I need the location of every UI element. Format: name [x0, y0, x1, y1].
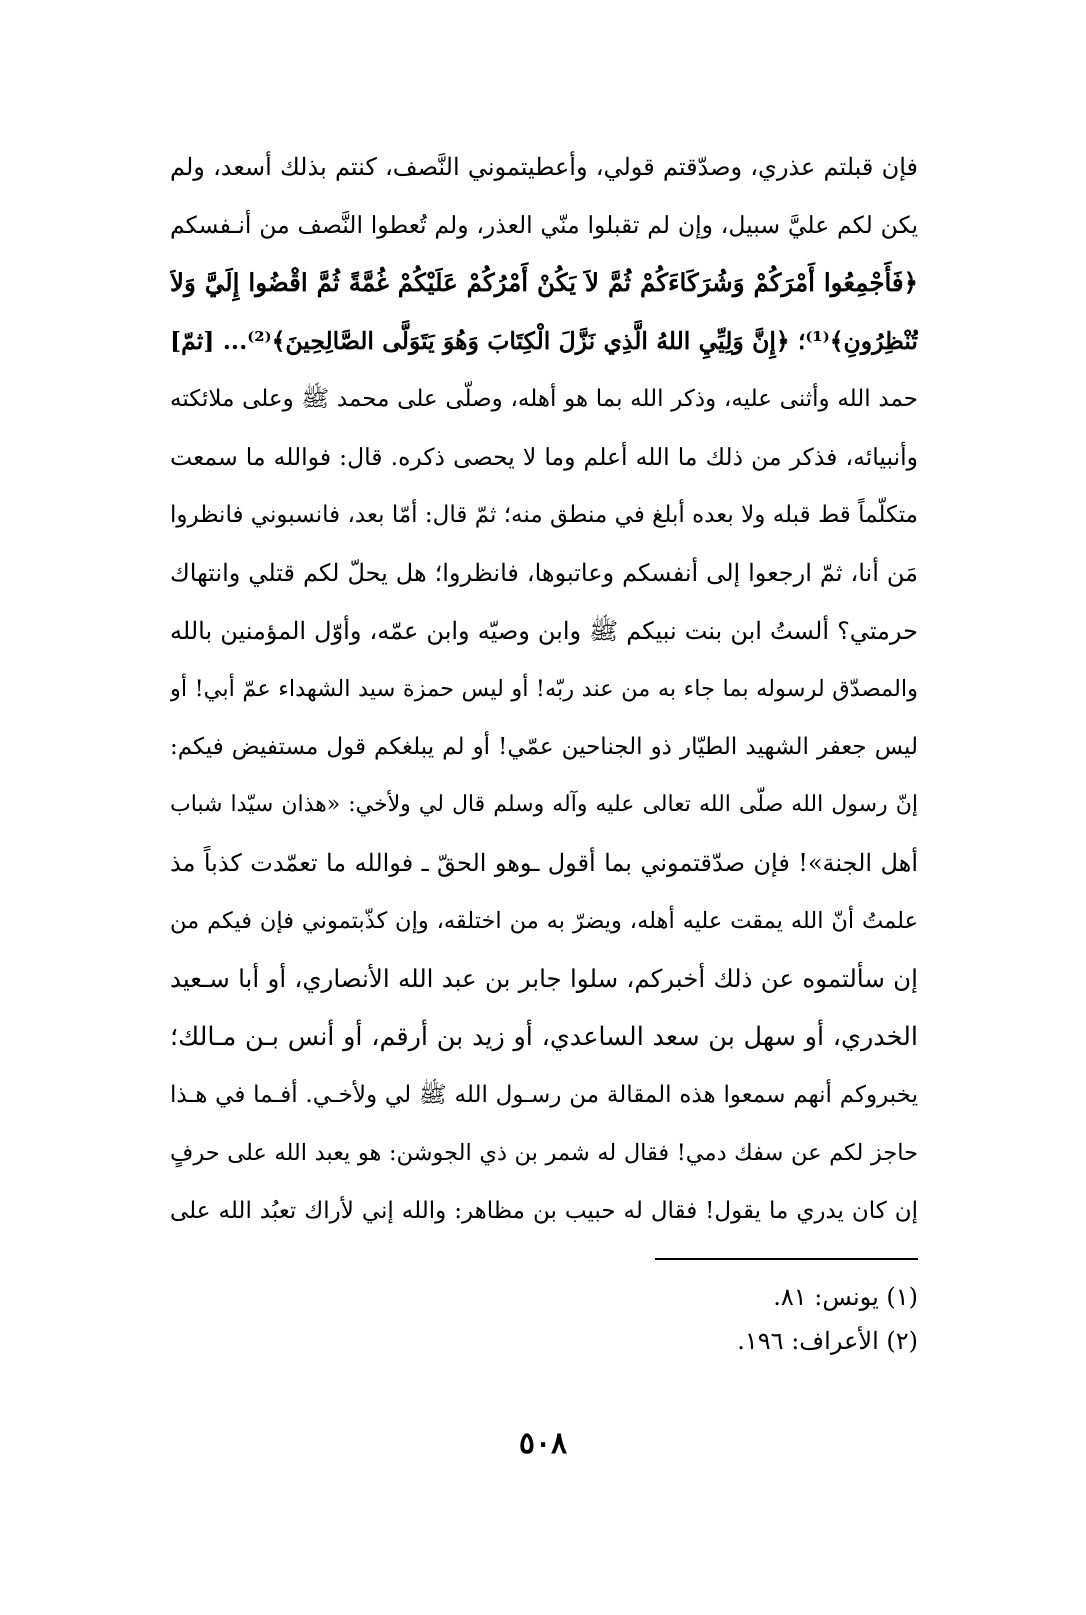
text-line: أهل الجنة»! فإن صدّقتموني بما أقول ـوهو الحقّ ـ فوالله ما تعمّدت كذباً مذ [170, 849, 918, 877]
text-line: والمصدّق لرسوله بما جاء به من عند ربّه! أو ليس حمزة سيد الشهداء عمّ أبي! أو [170, 676, 918, 702]
text-line: علمتُ أنّ الله يمقت عليه أهله، ويضرّ به من اختلقه، وإن كذّبتموني فإن فيكم من [170, 908, 918, 934]
text-line: إنّ رسول الله صلّى الله تعالى عليه وآله وسلم قال لي ولأخي: «هذان سيّدا شباب [170, 792, 918, 817]
text-line: إن كان يدري ما يقول! فقال له حبيب بن مظاهر: والله إني لأراك تعبُد الله على [170, 1198, 918, 1224]
text-line: حرمتي؟ ألستُ ابن بنت نبيكم ﷺ وابن وصيّه وابن عمّه، وأوّل المؤمنين بالله [170, 617, 918, 645]
page-number: ٥٠٨ [518, 1426, 568, 1461]
text-line: الخدري، أو سهل بن سعد الساعدي، أو زيد بن أرقم، أو أنس بـن مـالك؛ [170, 1022, 918, 1052]
quran-verse-line: تُنْظِرُونِ﴾⁽¹⁾؛ ﴿إِنَّ وَلِيِّيِ اللهُ الَّذِي نَزَّلَ الْكِتَابَ وَهُوَ يَتَوَلَّى الصَّالِحِينَ﴾⁽²⁾... [ثمّ] [170, 327, 918, 355]
quran-verse-line: ﴿فَأَجْمِعُوا أَمْرَكُمْ وَشُرَكَاءَكُمْ ثُمَّ لاَ يَكُنْ أَمْرُكُمْ عَلَيْكُمْ غُمَّةً ثُمَّ اقْضُوا إِلَيَّ وَلاَ [170, 268, 918, 297]
text-line: ليس جعفر الشهيد الطيّار ذو الجناحين عمّي! أو لم يبلغكم قول مستفيض فيكم: [170, 734, 918, 760]
text-line: مَن أنا، ثمّ ارجعوا إلى أنفسكم وعاتبوها، فانظروا؛ هل يحلّ لكم قتلي وانتهاك [170, 559, 918, 587]
text-line: فإن قبلتم عذري، وصدّقتم قولي، وأعطيتموني النَّصف، كنتم بذلك أسعد، ولم [170, 153, 918, 181]
text-line: متكلّماً قط قبله ولا بعده أبلغ في منطق منه؛ ثمّ قال: أمّا بعد، فانسبوني فانظروا [170, 502, 918, 528]
footnote-2: (٢) الأعراف: ١٩٦. [737, 1327, 918, 1355]
footnotes [500, 1275, 918, 1363]
footnote-separator [655, 1258, 918, 1260]
text-line: حمد الله وأثنى عليه، وذكر الله بما هو أهله، وصلّى على محمد ﷺ وعلى ملائكته [170, 386, 918, 412]
text-line: حاجز لكم عن سفك دمي! فقال له شمر بن ذي الجوشن: هو يعبد الله على حرفٍ [170, 1140, 918, 1166]
text-line: وأنبيائه، فذكر من ذلك ما الله أعلم وما لا يحصى ذكره. قال: فوالله ما سمعت [170, 443, 918, 471]
text-line: يكن لكم عليَّ سبيل، وإن لم تقبلوا منّي العذر، ولم تُعطوا النَّصف من أنـفسكم [170, 211, 918, 239]
text-line: يخبروكم أنهم سمعوا هذه المقالة من رسـول الله ﷺ لي ولأخـي. أفـما في هـذا [170, 1082, 918, 1108]
footnote-1: (١) يونس: ٨١. [773, 1283, 918, 1311]
main-text-block [170, 138, 918, 1240]
text-line: إن سألتموه عن ذلك أخبركم، سلوا جابر بن عبد الله الأنصاري، أو أبا سـعيد [170, 964, 918, 993]
